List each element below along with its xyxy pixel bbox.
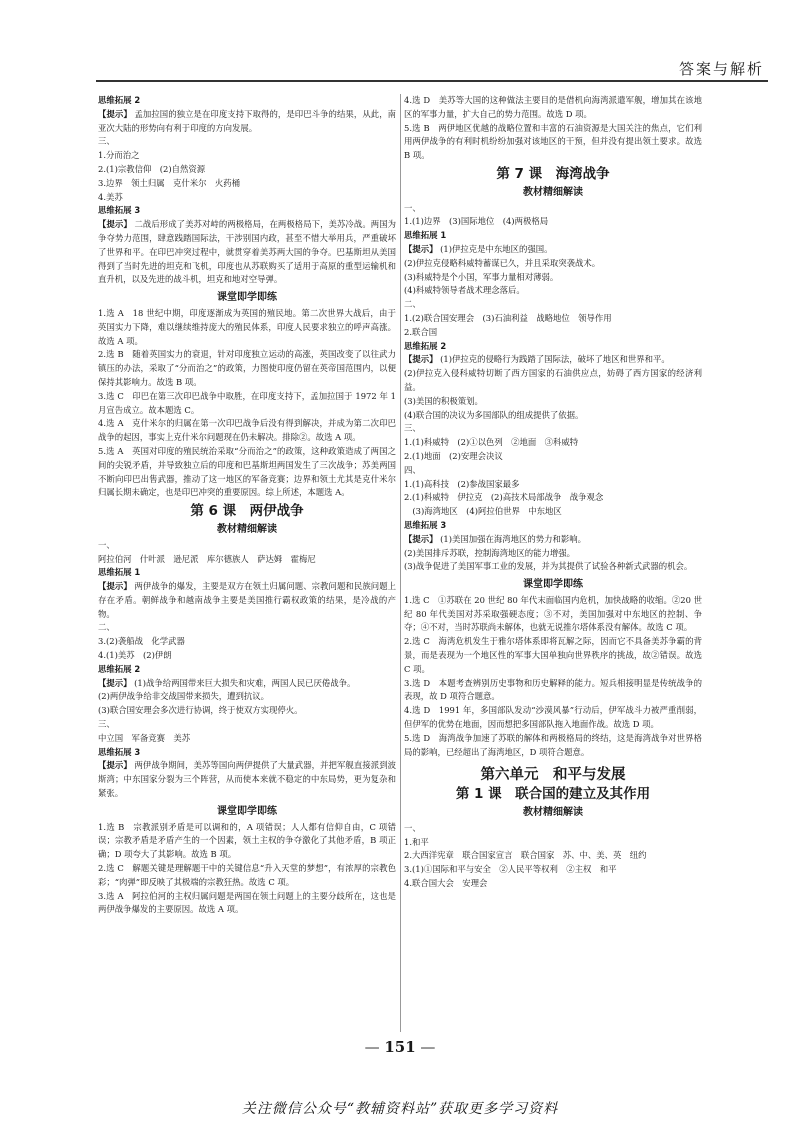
lesson-title: 第 7 课 海湾战争 [496,165,610,182]
hint-label: 【提示】 [98,760,132,771]
text-line: 2.联合国 [404,326,438,337]
hint-text: 两伊战争的爆发，主要是双方在领土归属问题、宗教问题和民族问题上存在矛盾。朝鲜战争和越南战争主要是美国推行霸权政策的结果，是冷战的产物。 [98,581,397,619]
paragraph: 3.选 C 印巴在第三次印巴战争中取胜，在印度支持下，孟加拉国于 1972 年 1 月宣告成立。故本题选 C。 [98,390,396,415]
text-line: 2.(1)科威特 伊拉克 (2)高技术局部战争 战争观念 [404,492,604,503]
paragraph: (3)联合国安理会多次进行协调，终于使双方实现停火。 [98,705,303,716]
hint-text: (1)战争给两国带来巨大损失和灾难，两国人民已厌倦战争。 [131,677,356,688]
text-line: 二、 [404,299,421,310]
paragraph [404,533,702,547]
subsection-title: 教材精细解读 [523,807,583,819]
right-column [404,94,702,891]
section-heading: 思维拓展 3 [98,205,141,216]
lesson-title: 第 1 课 联合国的建立及其作用 [455,786,651,803]
text-line: 一、 [404,202,421,213]
text-line: 4.美苏 [98,191,123,202]
lesson-title: 第 6 课 两伊战争 [190,503,304,520]
paragraph: 4.选 A 克什米尔的归属在第一次印巴战争后没有得到解决，并成为第二次印巴战争的起因，事实上克什米尔问题现在仍未解决。排除②。故选 A 项。 [98,418,396,443]
text-line: 三、 [98,136,115,147]
paragraph [98,677,396,691]
hint-label: 【提示】 [98,677,132,688]
paragraph: 2.选 C 解题关键是理解题干中的关键信息“升入天堂的梦想”，有浓厚的宗教色彩；“肉弹”即反映了其极端的宗教狂热。故选 C 项。 [98,863,396,887]
text-line: 四、 [404,464,421,475]
paragraph: (2)伊拉克入侵科威特切断了西方国家的石油供应点，妨碍了西方国家的经济利益。 [404,368,702,392]
header-title: 答案与解析 [678,60,764,78]
paragraph: (2)两伊战争给非交战国带来损失，遭到抗议。 [98,691,269,702]
paragraph: 5.选 D 海湾战争加速了苏联的解体和两极格局的终结，这是海湾战争对世界格局的影响，已经超出了海湾地区，D 项符合题意。 [404,732,702,757]
subsection-title: 教材精细解读 [217,523,277,535]
section-heading: 思维拓展 2 [404,340,447,351]
paragraph: 3.选 A 阿拉伯河的主权归属问题是两国在领土问题上的主要分歧所在，这也是两伊战争爆发的主要原因。故选 A 项。 [98,890,396,915]
hint-text: 二战后形成了美苏对峙的两极格局，在两极格局下，美苏冷战。两国为争夺势力范围，肆意践踏国际法，干涉别国内政，甚至不惜大举用兵，严重破坏了世界和平。在印巴冲突过程中，就贯穿着美苏两大国的争夺。巴基斯坦从美国得到了当时先进的坦克和飞机，印度也从苏联购买了适用于高原的重型运输机和直升机，以及先进的战斗机，坦克和地对空导弹。 [98,219,397,285]
hint-text: (1)伊拉克的侵略行为践踏了国际法，破坏了地区和世界和平。 [437,354,670,365]
text-line: 中立国 军备竞赛 美苏 [98,732,191,743]
hint-text: (1)伊拉克是中东地区的强国。 [437,243,553,254]
paragraph: 5.选 B 两伊地区优越的战略位置和丰富的石油资源是大国关注的焦点，它们利用两伊战争的有利时机纷纷加强对该地区的干预，但并没有提出领土要求。故选 B 项。 [404,122,702,161]
hint-label: 【提示】 [404,243,438,254]
paragraph: (3)科威特是个小国，军事力量相对薄弱。 [404,271,559,282]
text-line: 2.大西洋宪章 联合国家宣言 联合国家 苏、中、美、英 纽约 [404,850,647,861]
paragraph: 1.选 B 宗教派别矛盾是可以调和的，A 项错误；人人都有信仰自由，C 项错误；宗教矛盾是矛盾产生的一个因素，领土主权的争夺激化了其他矛盾，B 项正确；D 项夸大了其影响。故选 B 项。 [98,821,396,860]
page-number-row [0,1038,800,1056]
section-heading: 思维拓展 1 [404,230,447,241]
text-line: (3)海湾地区 (4)阿拉伯世界 中东地区 [404,506,562,517]
column-divider [400,94,401,1032]
text-line: 3.(1)①国际和平与安全 ②人民平等权利 ②主权 和平 [404,864,617,875]
section-heading: 思维拓展 1 [98,567,141,578]
text-line: 1.(2)联合国安理会 (3)石油利益 战略地位 领导作用 [404,312,612,323]
paragraph [98,759,396,800]
paragraph: (4)科威特领导者战术理念落后。 [404,285,525,296]
page-number: 151 [384,1038,416,1056]
text-line: 1.和平 [404,836,429,847]
subsection-title: 课堂即学即练 [523,579,583,591]
section-heading: 思维拓展 3 [98,746,141,757]
paragraph: (2)美国排斥苏联，控制海湾地区的能力增强。 [404,547,575,558]
text-line: 2.(1)地面 (2)安理会决议 [404,450,503,461]
footer-note: 关注微信公众号“教辅资料站”获取更多学习资料 [241,1101,559,1117]
hint-label: 【提示】 [404,354,438,365]
paragraph: 2.选 B 随着英国实力的衰退，针对印度独立运动的高涨，英国改变了以往武力镇压的办法，采取了“分而治之”的政策，力图使印度仍留在英帝国范围内，以便保持其影响力。故选 B 项。 [98,349,396,387]
subsection-title: 课堂即学即练 [217,292,277,304]
paragraph [404,353,702,367]
hint-label: 【提示】 [404,533,438,544]
text-line: 1.(1)高科技 (2)参战国家最多 [404,478,520,489]
paragraph: (4)联合国的决议为多国部队的组成提供了依据。 [404,409,584,420]
paragraph [404,243,702,257]
section-heading: 思维拓展 3 [404,519,447,530]
section-heading: 思维拓展 2 [98,95,141,105]
text-line: 1.(1)科威特 (2)①以色列 ②地面 ③科威特 [404,437,579,448]
text-line: 三、 [404,423,421,434]
hint-label: 【提示】 [98,219,132,230]
text-line: 1.(1)边界 (3)国际地位 (4)两极格局 [404,216,549,227]
text-line: 1.分而治之 [98,150,140,161]
paragraph: 2.选 C 海湾危机发生于雅尔塔体系即将瓦解之际，因而它不具备美苏争霸的背景，而是表现为一个地区性的军事大国单独向世界秩序的挑战，故②错误。故选 C 项。 [404,636,702,674]
text-line: 3.(2)袭船战 化学武器 [98,636,185,647]
paragraph [98,218,396,287]
text-line: 一、 [98,539,115,550]
text-line: 2.(1)宗教信仰 (2)自然资源 [98,163,206,174]
paragraph: 5.选 A 英国对印度的殖民统治采取“分而治之”的政策，这种政策造成了两国之间的尖锐矛盾，并导致独立后的印度和巴基斯坦两国发生了三次战争；苏美两国不断向印巴出售武器，推动了这一地区的军备竞赛；边界和领土尤其是克什米尔归属长期未确定，也是印巴冲突的重要原因。综上所述，本题选 A。 [98,445,396,498]
paragraph: 4.选 D 1991 年，多国部队发动“沙漠风暴”行动后，伊军战斗力被严重削弱，但伊军的优势在地面，因而想把多国部队拖入地面作战。故选 D 项。 [404,705,702,730]
subsection-title: 课堂即学即练 [217,805,277,817]
paragraph: (3)美国的积极策划。 [404,395,483,406]
text-line: 一、 [404,822,421,833]
page-number-dash-left: — [364,1038,385,1056]
text-line: 阿拉伯河 什叶派 逊尼派 库尔德族人 萨达姆 霍梅尼 [98,553,316,564]
section-heading: 思维拓展 2 [98,663,141,674]
paragraph: (3)战争促进了美国军事工业的发展，并为其提供了试验各种新式武器的机会。 [404,561,693,572]
paragraph: (2)伊拉克侵略科威特蓄谋已久，并且采取突袭战术。 [404,257,601,268]
paragraph: 3.选 D 本题考查辨别历史事物和历史解释的能力。短兵相接明显是传统战争的表现，故 D 项符合题意。 [404,677,702,702]
page-header [0,0,800,82]
unit-title: 第六单元 和平与发展 [480,767,626,784]
header-rule [96,80,768,82]
left-column [98,94,396,917]
paragraph: 4.选 D 美苏等大国的这种做法主要目的是借机向海湾派遣军舰，增加其在该地区的军事力量，扩大自己的势力范围。故选 D 项。 [404,95,702,119]
paragraph [98,108,396,136]
text-line: 4.(1)美苏 (2)伊朗 [98,650,172,661]
paragraph [98,580,396,621]
hint-text: 孟加拉国的独立是在印度支持下取得的，是印巴斗争的结果，从此，南亚次大陆的形势向有利于印度的方向发展。 [98,108,397,133]
text-line: 4.联合国大会 安理会 [404,878,488,889]
hint-label: 【提示】 [98,581,132,592]
paragraph: 1.选 C ①苏联在 20 世纪 80 年代末面临国内危机，加快战略的收缩。②20 世纪 80 年代美国对苏采取强硬态度；③不对，美国加强对中东地区的控制、争夺；④不对，当时苏联尚未解体，也就无说推尔塔体系没有解体。故选 C 项。 [404,594,702,633]
page-number-dash-right: — [415,1038,436,1056]
subsection-title: 教材精细解读 [523,186,583,198]
paragraph: 1.选 A 18 世纪中期，印度逐渐成为英国的殖民地。第二次世界大战后，由于英国实力下降，难以继续维持庞大的殖民体系，印度人民要求独立的呼声高涨。故选 A 项。 [98,307,396,346]
hint-label: 【提示】 [98,108,132,119]
hint-text: (1)美国加强在海湾地区的势力和影响。 [437,533,587,544]
text-line: 三、 [98,719,115,730]
hint-text: 两伊战争期间，美苏等国向两伊提供了大量武器，并把军舰直接派到波斯湾；中东国家分裂为三个阵营，从而使本来就不稳定的中东局势，更为复杂和紧张。 [98,760,397,799]
text-line: 3.边界 领土归属 克什米尔 火药桶 [98,177,240,188]
text-line: 二、 [98,622,115,633]
